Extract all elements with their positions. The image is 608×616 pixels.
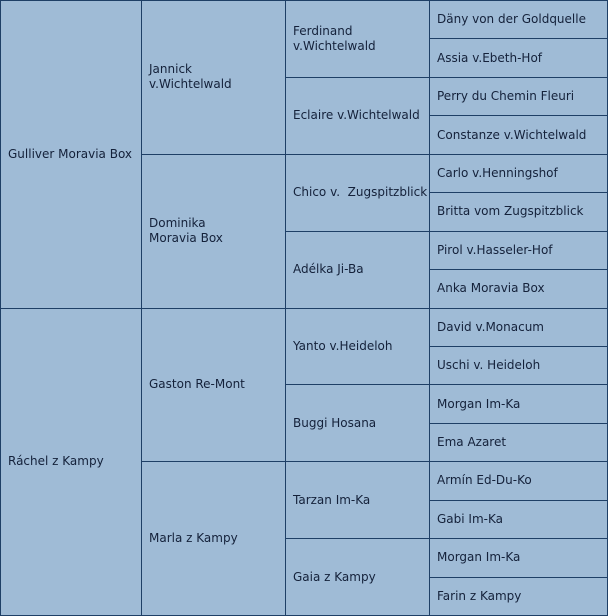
sire-sire	[142, 1, 286, 155]
ancestor-gen4-4: Constanze v.Wichtelwald	[430, 116, 608, 154]
sire: Gulliver Moravia Box	[1, 1, 142, 309]
ancestor-gen4-3: Perry du Chemin Fleuri	[430, 77, 608, 115]
dam: Ráchel z Kampy	[1, 308, 142, 616]
ancestor-gen4-16: Farin z Kampy	[430, 577, 608, 615]
ancestor-gen4-9: David v.Monacum	[430, 308, 608, 346]
pedigree-row	[1, 308, 608, 346]
ancestor-gen3-6: Buggi Hosana	[286, 385, 430, 462]
ancestor-gen3-5: Yanto v.Heideloh	[286, 308, 430, 385]
ancestor-gen4-11: Morgan Im-Ka	[430, 385, 608, 423]
ancestor-gen4-2: Assia v.Ebeth-Hof	[430, 39, 608, 77]
sire-dam-line-1: Dominika	[149, 216, 206, 231]
ancestor-gen4-12: Ema Azaret	[430, 423, 608, 461]
sire-sire-line-2: v.Wichtelwald	[149, 77, 232, 92]
sire-sire-sire	[286, 1, 430, 78]
ancestor-gen4-14: Gabi Im-Ka	[430, 500, 608, 538]
ancestor-gen3-8: Gaia z Kampy	[286, 539, 430, 616]
sire-dam-line-2: Moravia Box	[149, 231, 223, 246]
ancestor-gen4-15: Morgan Im-Ka	[430, 539, 608, 577]
ancestor-gen4-1: Däny von der Goldquelle	[430, 1, 608, 39]
ancestor-gen4-7: Pirol v.Hasseler-Hof	[430, 231, 608, 269]
ancestor-gen3-4: Adélka Ji-Ba	[286, 231, 430, 308]
dam-dam: Marla z Kampy	[142, 462, 286, 616]
ancestor-gen3-3: Chico v. Zugspitzblick	[286, 154, 430, 231]
ancestor-gen3-7: Tarzan Im-Ka	[286, 462, 430, 539]
ancestor-gen3-2: Eclaire v.Wichtelwald	[286, 77, 430, 154]
pedigree-row	[1, 1, 608, 39]
sire-sire-sire-line-1: Ferdinand	[293, 23, 353, 38]
dam-sire: Gaston Re-Mont	[142, 308, 286, 462]
sire-sire-line-1: Jannick	[149, 62, 192, 77]
ancestor-gen4-6: Britta vom Zugspitzblick	[430, 193, 608, 231]
ancestor-gen4-10: Uschi v. Heideloh	[430, 346, 608, 384]
ancestor-gen4-13: Armín Ed-Du-Ko	[430, 462, 608, 500]
ancestor-gen4-8: Anka Moravia Box	[430, 270, 608, 308]
ancestor-gen4-5: Carlo v.Henningshof	[430, 154, 608, 192]
sire-dam	[142, 154, 286, 308]
sire-sire-sire-line-2: v.Wichtelwald	[293, 38, 376, 53]
